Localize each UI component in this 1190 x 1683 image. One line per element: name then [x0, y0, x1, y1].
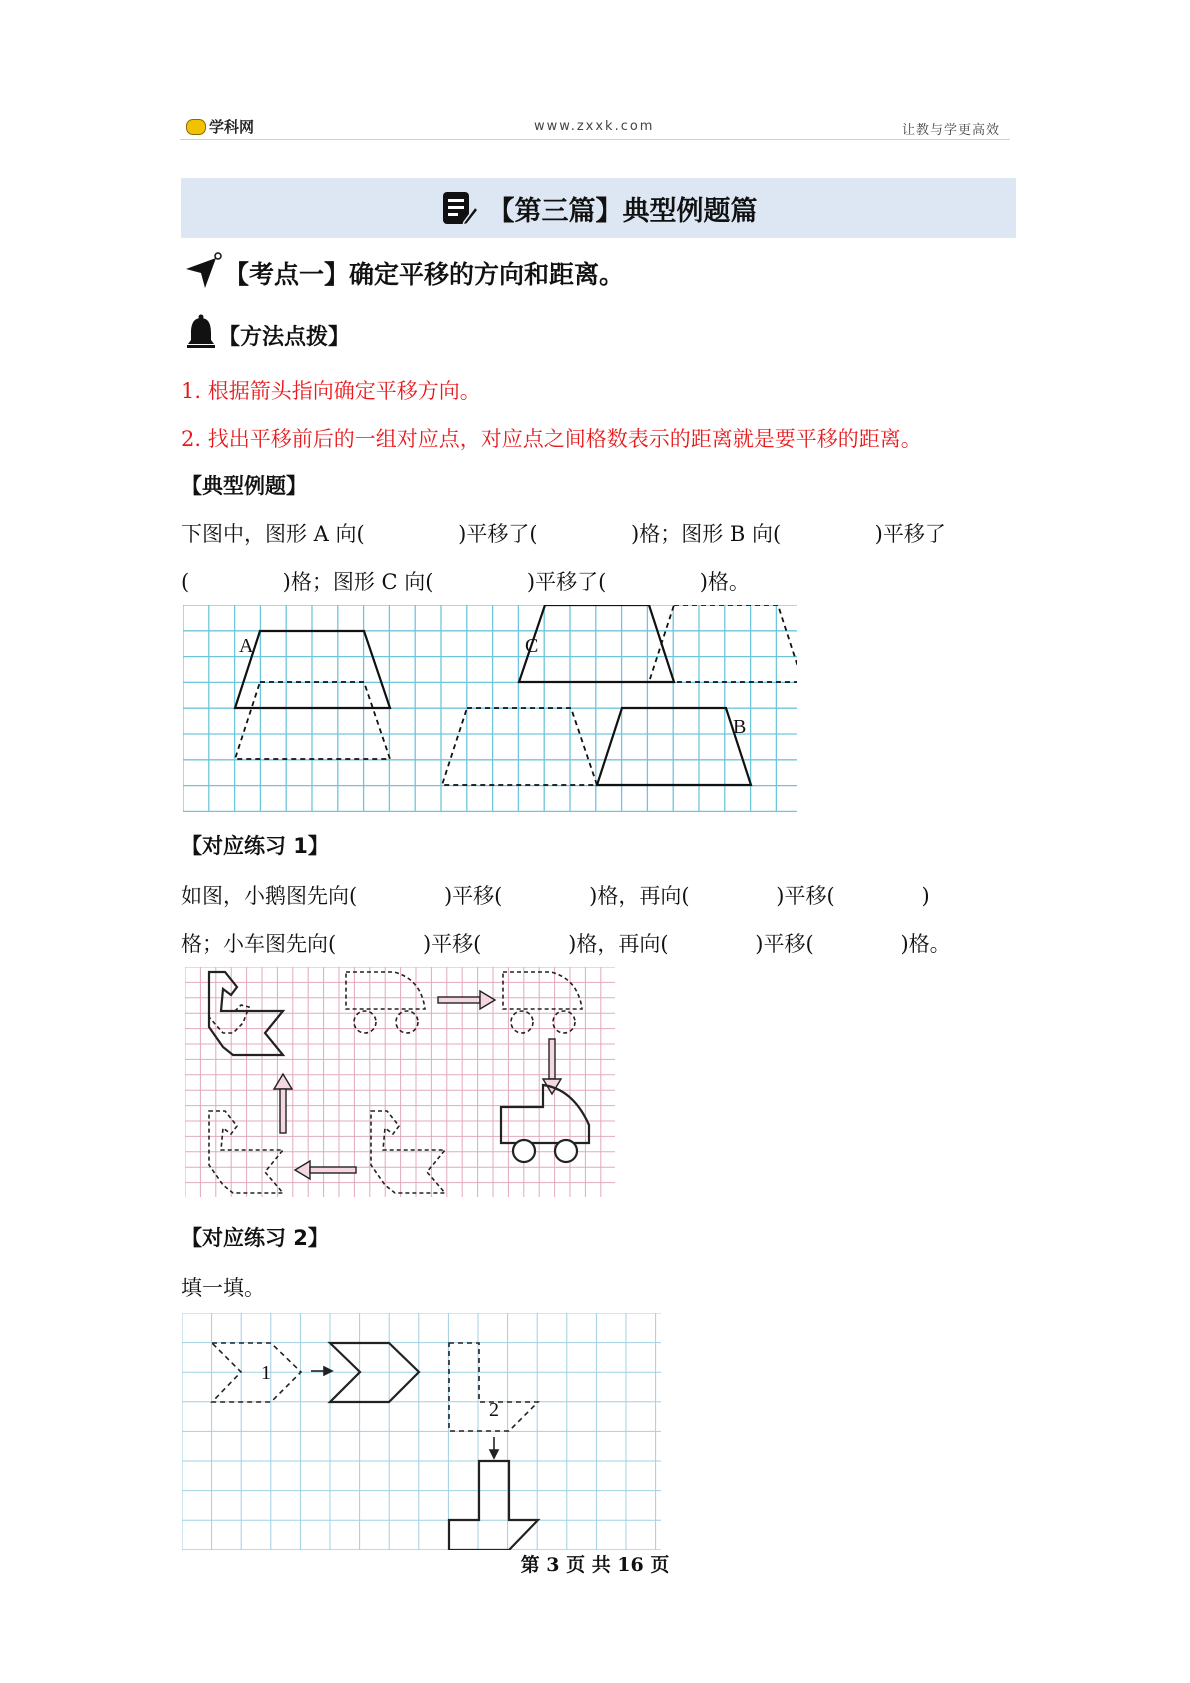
fill-in-grid-figure	[182, 1313, 661, 1550]
method-item-2: 2. 找出平移前后的一组对应点，对应点之间格数表示的距离就是要平移的距离。	[181, 427, 922, 451]
notepad-icon	[440, 189, 478, 227]
arrow-up-shaft	[280, 1089, 286, 1133]
page-number: 第 3 页 共 16 页	[520, 1554, 670, 1576]
site-logo	[186, 116, 254, 137]
label-c: C	[525, 635, 539, 657]
practice1-line-2: 格；小车图先向( )平移( )格，再向( )平移( )格。	[181, 932, 951, 956]
arrow-down-shaft	[549, 1039, 555, 1079]
logo-text: 学科网	[209, 118, 255, 136]
bell-icon	[186, 313, 216, 351]
method-item-1: 1. 根据箭头指向确定平移方向。	[181, 379, 481, 403]
example-grid-figure	[183, 605, 797, 812]
label-a: A	[239, 635, 254, 657]
header-url: www.zxxk.com	[534, 119, 655, 134]
label-b: B	[733, 716, 747, 738]
car-solid-wheel-2	[555, 1140, 577, 1162]
example-title: 【典型例题】	[181, 474, 307, 498]
header-divider	[180, 139, 1010, 140]
car-solid-wheel-1	[513, 1140, 535, 1162]
arrow-left-shaft	[310, 1167, 356, 1173]
logo-icon	[186, 119, 206, 135]
practice2-prompt: 填一填。	[181, 1276, 265, 1300]
practice2-title: 【对应练习 2】	[181, 1226, 329, 1250]
section-title: 【考点一】确定平移的方向和距离。	[224, 260, 625, 289]
chapter-banner	[181, 178, 1016, 238]
header-slogan: 让教与学更高效	[902, 123, 1001, 138]
example-question-line-2: ( )格；图形 C 向( )平移了( )格。	[181, 570, 750, 594]
method-title: 【方法点拨】	[218, 325, 351, 350]
practice1-line-1: 如图，小鹅图先向( )平移( )格，再向( )平移( )	[181, 884, 930, 908]
example-question-line-1: 下图中，图形 A 向( )平移了( )格；图形 B 向( )平移了	[181, 522, 946, 546]
label-2: 2	[489, 1399, 499, 1421]
practice1-title: 【对应练习 1】	[181, 834, 329, 858]
arrow-right-shaft	[438, 997, 480, 1003]
goose-car-grid-figure	[185, 967, 615, 1197]
banner-title: 【第三篇】典型例题篇	[487, 195, 758, 227]
label-1: 1	[261, 1362, 271, 1384]
navigation-arrow-icon	[183, 250, 223, 290]
